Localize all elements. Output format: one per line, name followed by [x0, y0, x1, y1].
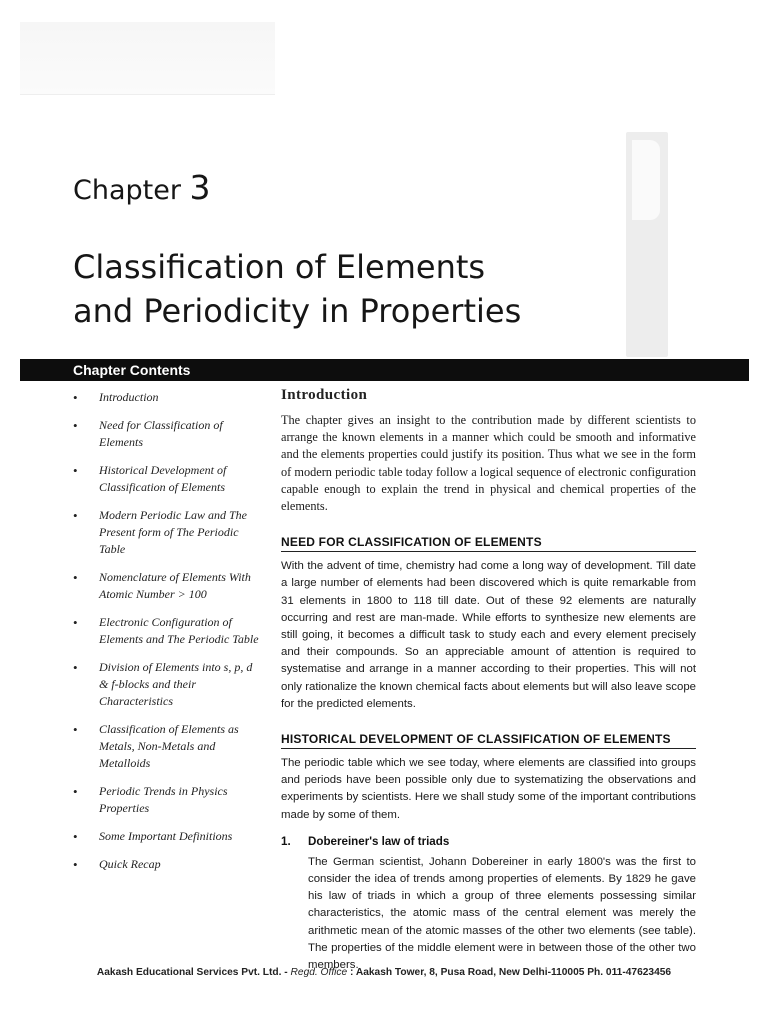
contents-item-introduction[interactable]: • Introduction [73, 389, 263, 406]
contents-item-need[interactable]: • Need for Classification of Elements [73, 417, 263, 451]
triads-number: 1. [281, 834, 291, 848]
chapter-title-line-2: and Periodicity in Properties [73, 292, 522, 330]
contents-item-periodic-trends[interactable]: • Periodic Trends in Physics Properties [73, 783, 263, 817]
contents-item-metals[interactable]: • Classification of Elements as Metals, Non-Metals and Metalloids [73, 721, 263, 772]
side-tab-notch [632, 140, 660, 220]
introduction-heading: Introduction [281, 387, 368, 403]
contents-item-blocks[interactable]: • Division of Elements into s, p, d & f-blocks and their Characteristics [73, 659, 263, 710]
contents-item-quick-recap[interactable]: • Quick Recap [73, 856, 263, 873]
side-tab [626, 132, 668, 357]
need-heading: NEED FOR CLASSIFICATION OF ELEMENTS [281, 535, 696, 552]
header-band [20, 22, 275, 95]
contents-item-modern-law[interactable]: • Modern Periodic Law and The Present form of The Periodic Table [73, 507, 263, 558]
footer-address: : Aakash Tower, 8, Pusa Road, New Delhi-110005 Ph. 011-47623456 [347, 967, 672, 978]
triads-title: Dobereiner's law of triads [308, 834, 450, 848]
triads-text: The German scientist, Johann Dobereiner in early 1800's was the first to consider the idea of trends among properties of elements. By 1829 he gave his law of triads in which a group of three elements possessing similar characteristics, the atomic mass of the central element was merely the arithmetic mean of the atomic masses of the other two elements (see table). The properties of the middle element were in between those of the other two members. [308, 855, 696, 972]
chapter-label [73, 168, 211, 207]
main-content [281, 387, 696, 974]
page-footer [0, 967, 768, 978]
contents-item-nomenclature[interactable]: • Nomenclature of Elements With Atomic Number > 100 [73, 569, 263, 603]
contents-item-definitions[interactable]: • Some Important Definitions [73, 828, 263, 845]
chapter-contents-bar: Chapter Contents [20, 359, 749, 381]
chapter-title-line-1: Classification of Elements [73, 248, 486, 286]
historical-heading: HISTORICAL DEVELOPMENT OF CLASSIFICATION OF ELEMENTS [281, 732, 696, 749]
chapter-number: 3 [189, 168, 211, 207]
footer-office-label: Regd. Office [290, 967, 348, 978]
introduction-text: The chapter gives an insight to the contribution made by different scientists to arrange the known elements in a manner which could be smooth and informative and the elements properties could justify its position. Thus what we see in the form of modern periodic table today follow a logical sequence of electronic configuration capable enough to explain the trend in physical and chemical properties of the elements. [281, 413, 696, 514]
chapter-word: Chapter [73, 175, 181, 206]
contents-item-historical[interactable]: • Historical Development of Classification of Elements [73, 462, 263, 496]
footer-company: Aakash Educational Services Pvt. Ltd. - [96, 967, 291, 978]
triads-heading [281, 835, 696, 848]
chapter-title [73, 245, 521, 333]
contents-item-electronic-config[interactable]: • Electronic Configuration of Elements and The Periodic Table [73, 614, 263, 648]
need-text: With the advent of time, chemistry had come a long way of development. Till date a large number of elements had been discovered which is quite remarkable from 31 elements in 1800 to 118 till date. Out of these 92 elements are naturally occurring and rest are man-made. While efforts to synthesize new elements are still going, it becomes a difficult task to study each and every element precisely and their compounds. So an appreciable amount of attention is required to systematise and arrange in a manner according to their properties. This will not only rationalize the known chemical facts about elements but will also leave scope for the predicted elements. [281, 560, 696, 710]
chapter-contents-list [73, 389, 263, 884]
historical-text: The periodic table which we see today, where elements are classified into groups and periods have been possible only due to systematizing the observations and experiments by scientists. Here we shall study some of the important contributions made by some of them. [281, 757, 696, 821]
